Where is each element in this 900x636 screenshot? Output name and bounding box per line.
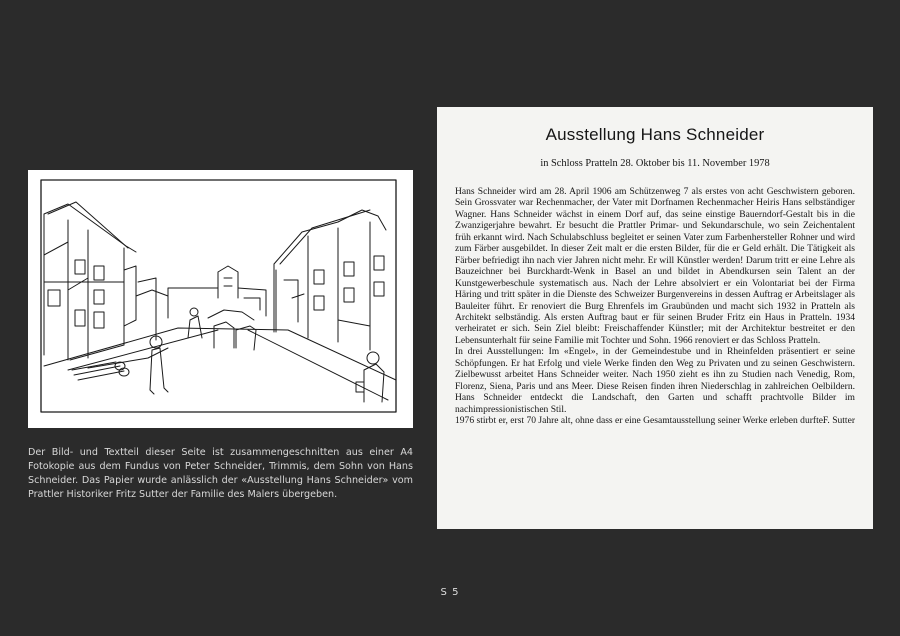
- caption-text: Der Bild- und Textteil dieser Seite ist zusammengeschnitten aus einer A4 Fotokopie aus dem Fundus von Peter Schneider, Trimmis, dem Sohn von Hans Schneider. Das Papier wurde anlässlich der «Ausstellung Hans Schneider» vom Prattler Historiker Fritz Sutter der Familie des Malers übergeben.: [28, 447, 413, 500]
- page-number: S 5: [440, 587, 460, 598]
- article-title: Ausstellung Hans Schneider: [545, 125, 765, 144]
- village-street-sketch-icon: [28, 170, 413, 428]
- article-paragraph-3: 1976 stirbt er, erst 70 Jahre alt, ohne dass er eine Gesamtausstellung seiner Werke erleben durfte.: [455, 415, 826, 427]
- article-signature: F. Sutter: [822, 415, 855, 427]
- article-body: [455, 186, 855, 427]
- article-paragraph-1: Hans Schneider wird am 28. April 1906 am Schützenweg 7 als erstes von acht Geschwistern geboren. Sein Grossvater war Rechenmacher, der Vater mit Dorfnamen Rechenmacher Heiris Hans selbständiger Wagner. Hans Schneider wächst in einem Dorf auf, das seine einstige Bauerndorf-Gestalt bis in die Zwanzigerjahre bewahrt. Er besucht die Prattler Primar- und Sekundarschule, wo sein Zeichentalent früh erkannt wird. Nach Schulabschluss begleitet er seinen Vater zum Farbenhersteller Rohner und wird zum Färber ausgebildet. In dieser Zeit malt er die ersten Bilder, für die er Geld erhält. Die Tätigkeit als Färber befriedigt ihn nach vier Jahren nicht mehr. Er will Künstler werden! Darum tritt er eine Lehre als Bauzeichner bei Burckhardt-Wenk in Basel an und bildet in Abendkursen sein Talent an der Kunstgewerbeschule systematisch aus. Nach der Lehre absolviert er ein Volontariat bei der Firma Häring und tritt später in die Dienste des Schweizer Burgenvereins in dessen Auftrag er Arbeitslager als Bauleiter führt. Er renoviert die Burg Ehrenfels im Graubünden und macht sich 1932 in Pratteln als Architekt selbständig. Als ersten Auftrag baut er für seinen Bruder Fritz ein Haus in Pratteln. 1934 verheiratet er sich. Sein Ziel bleibt: Freischaffender Künstler; mit der Architektur bestreitet er den Lebensunterhalt für seine Familie mit Tochter und Sohn. 1966 renoviert er das Schloss Pratteln.: [455, 186, 855, 346]
- article-closing: [455, 415, 855, 426]
- article-clipping: [437, 107, 873, 529]
- article-subtitle: in Schloss Pratteln 28. Oktober bis 11. November 1978: [540, 158, 770, 169]
- village-sketch-image: [28, 170, 413, 428]
- article-paragraph-2: In drei Ausstellungen: Im «Engel», in der Gemeindestube und in Rheinfelden präsentiert er seine Schöpfungen. Er hat Erfolg und viele Werke finden den Weg zu Privaten und zu seinen Geschwistern. Zielbewusst arbeitet Hans Schneider weiter. Nach 1950 zieht es ihn zu Studien nach Venedig, Rom, Florenz, Siena, Paris und ans Meer. Diese Reisen finden ihren Niederschlag in zahlreichen Oelbildern. Hans Schneider entdeckt die Landschaft, den Garten und schafft prachtvolle Bilder im nachimpressionistischen Stil.: [455, 346, 855, 415]
